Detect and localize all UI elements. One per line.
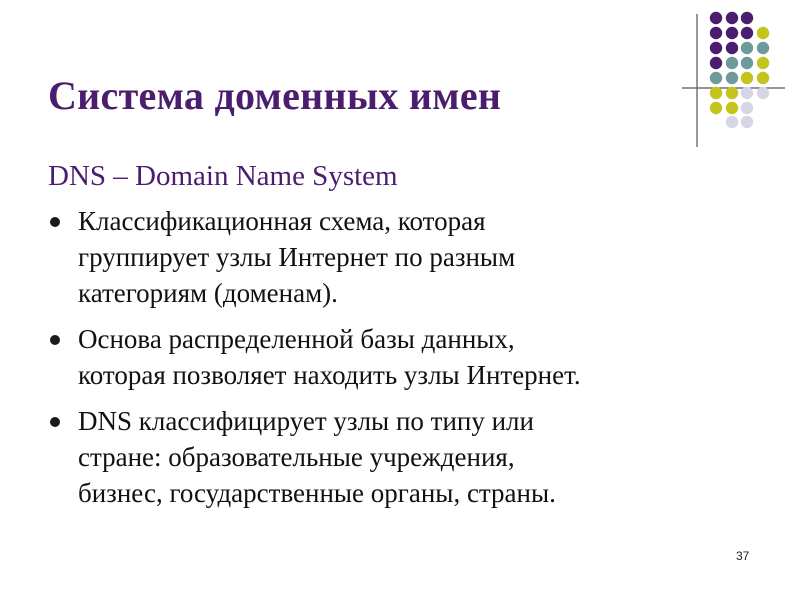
bullet-dot-icon xyxy=(50,217,60,227)
bullet-dot-icon xyxy=(50,335,60,345)
slide-subtitle: DNS – Domain Name System xyxy=(48,160,398,192)
decorative-dot xyxy=(741,116,753,128)
decorative-dot xyxy=(710,42,722,54)
bullet-item xyxy=(48,203,748,311)
bullet-dot-icon xyxy=(50,417,60,427)
page-number: 37 xyxy=(736,549,750,563)
decorative-dot xyxy=(726,87,738,99)
bullet-line: которая позволяет находить узлы Интернет. xyxy=(78,360,581,390)
decorative-dot xyxy=(710,12,722,24)
decorative-dot xyxy=(757,57,769,69)
bullet-line: категориям (доменам). xyxy=(78,278,338,308)
decorative-dot xyxy=(726,42,738,54)
decorative-dot xyxy=(726,116,738,128)
decorative-dot xyxy=(741,72,753,84)
bullet-line: DNS классифицирует узлы по типу или xyxy=(78,406,534,436)
slide-title: Система доменных имен xyxy=(48,73,502,118)
decorative-dot xyxy=(741,57,753,69)
decorative-dot xyxy=(757,72,769,84)
decorative-dot xyxy=(757,42,769,54)
decorative-dot xyxy=(757,27,769,39)
bullet-list xyxy=(48,203,748,521)
decorative-dot xyxy=(741,87,753,99)
dot-group xyxy=(710,12,769,128)
decorative-dot xyxy=(726,72,738,84)
bullet-line: Классификационная схема, которая xyxy=(78,206,486,236)
decorative-dot xyxy=(710,27,722,39)
bullet-item xyxy=(48,403,748,511)
bullet-line: группирует узлы Интернет по разным xyxy=(78,242,516,272)
decorative-dot xyxy=(741,102,753,114)
decorative-dot xyxy=(710,102,722,114)
bullet-line: стране: образовательные учреждения, xyxy=(78,442,515,472)
decorative-dot xyxy=(726,12,738,24)
decorative-dot xyxy=(710,72,722,84)
decorative-dot xyxy=(741,12,753,24)
bullet-line: бизнес, государственные органы, страны. xyxy=(78,478,556,508)
decorative-dot xyxy=(710,57,722,69)
decorative-dot xyxy=(726,57,738,69)
decorative-dot xyxy=(757,87,769,99)
bullet-line: Основа распределенной базы данных, xyxy=(78,324,515,354)
decorative-dot xyxy=(710,87,722,99)
decorative-dot xyxy=(726,27,738,39)
bullet-item xyxy=(48,321,748,393)
decorative-dot xyxy=(741,42,753,54)
decorative-dot xyxy=(726,102,738,114)
decorative-dot xyxy=(741,27,753,39)
